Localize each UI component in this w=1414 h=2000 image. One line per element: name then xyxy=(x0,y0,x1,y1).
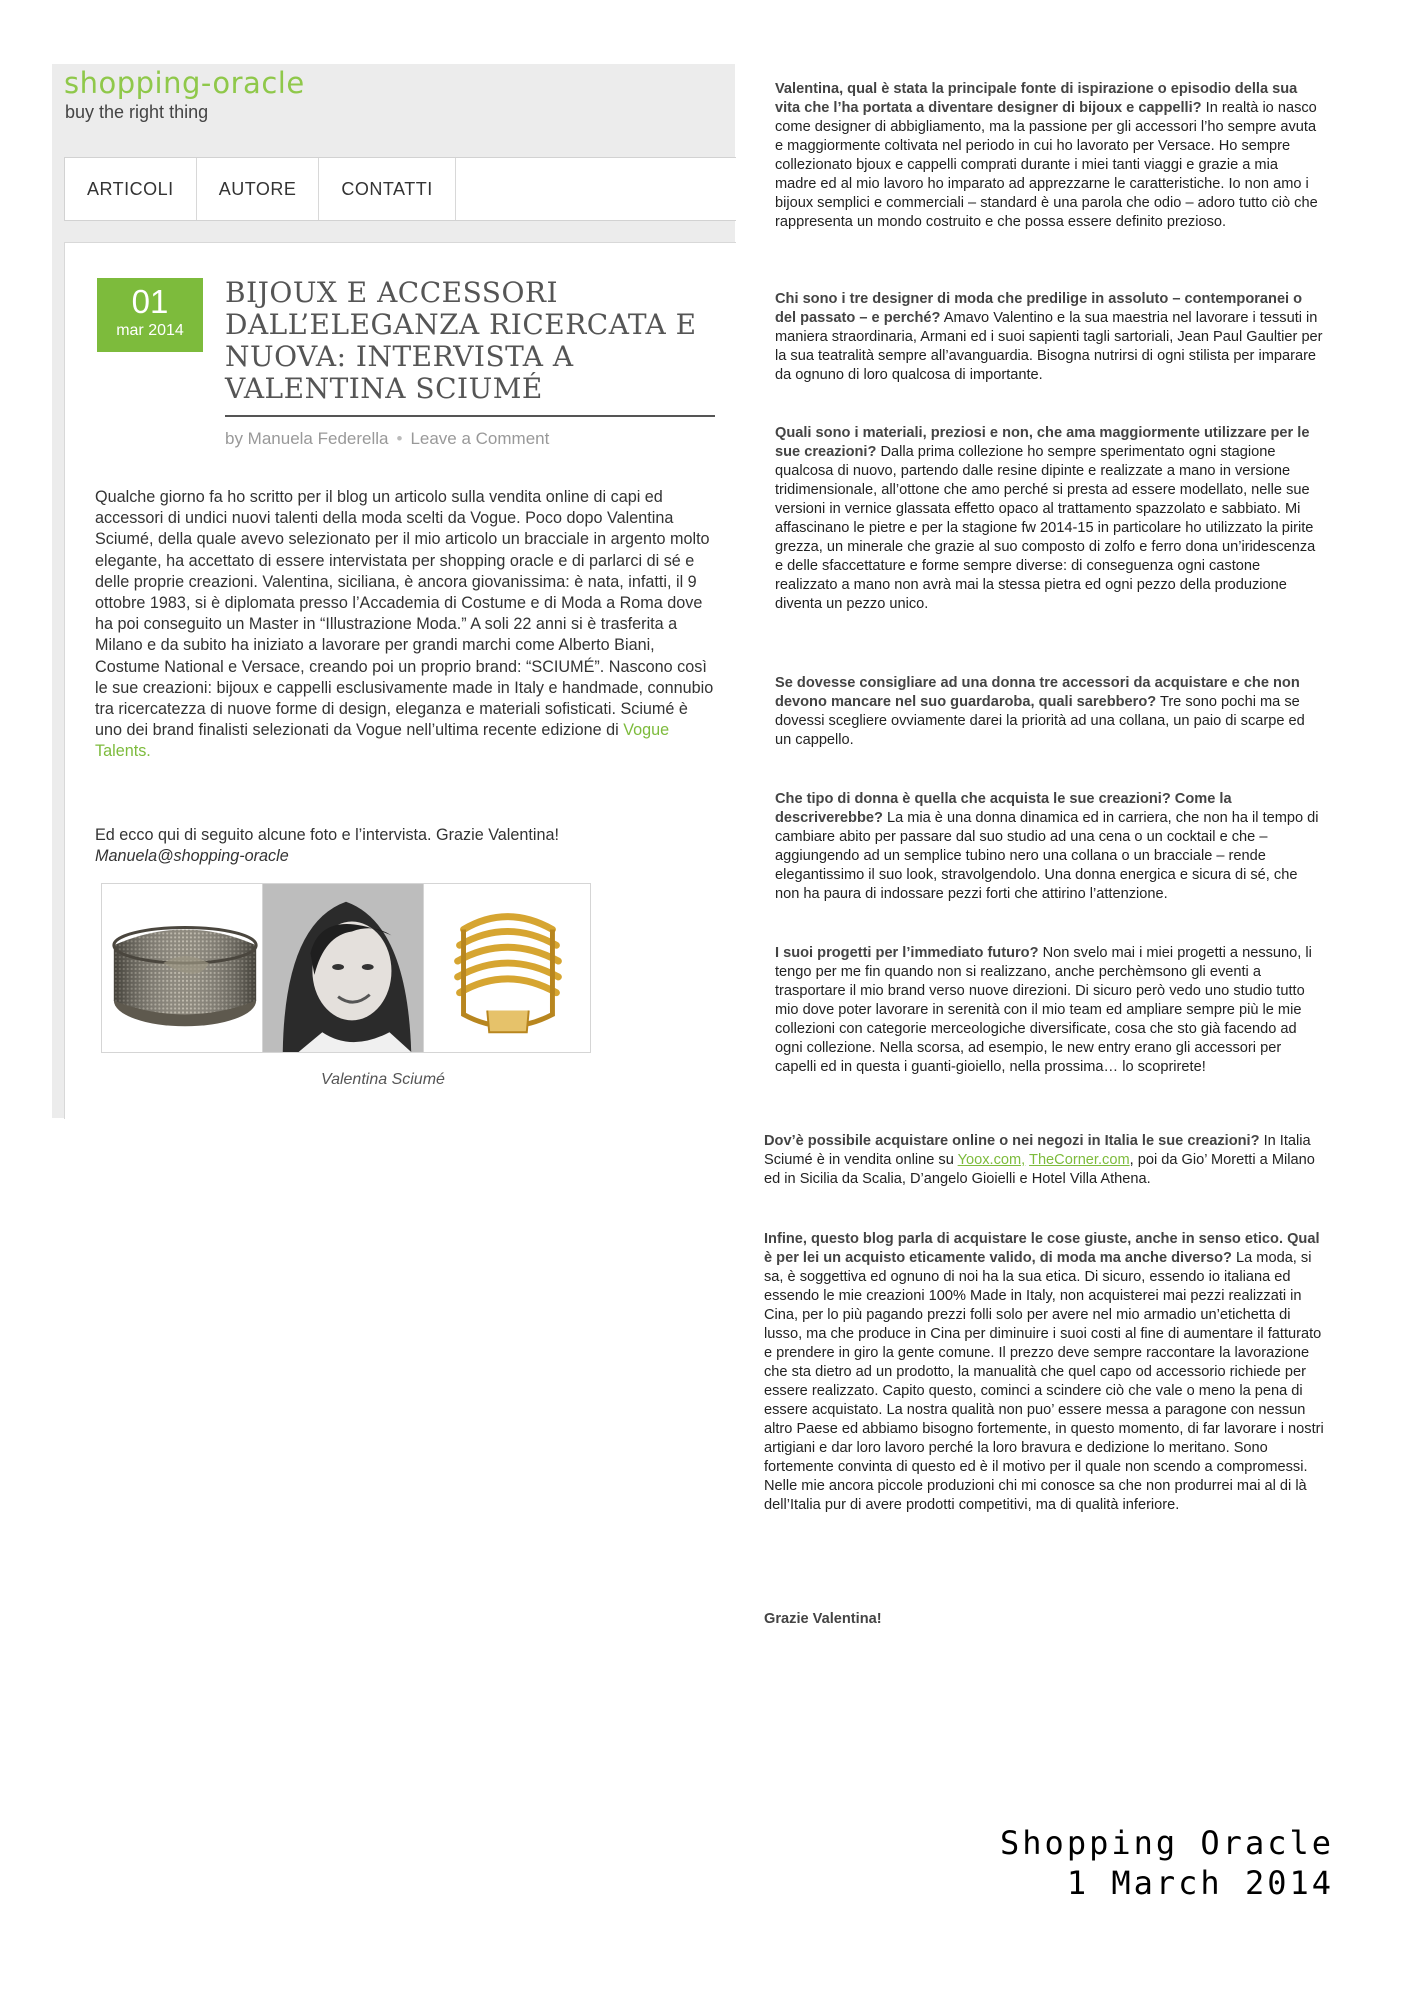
question-7: Dov’è possibile acquistare online o nei negozi in Italia le sue creazioni? xyxy=(764,1133,1260,1149)
intro-text: Qualche giorno fa ho scritto per il blog un articolo sulla vendita online di capi ed accessori di undici nuovi talenti della moda scelti da Vogue. Poco dopo Valentina Sciumé, della quale avevo selezionato per il mio articolo un bracciale in argento molto elegante, ha accettato di essere intervistata per shopping oracle e di parlarci di sé e delle proprie creazioni. Valentina, siciliana, è ancora giovanissima: è nata, infatti, il 9 ottobre 1983, si è diplomata presso l’Accademia di Costume e di Moda a Roma dove ha poi conseguito un Master in “Illustrazione Moda.” A soli 22 anni si è trasferita a Milano e da subito ha iniziato a lavorare per grandi marchi come Alberto Biani, Costume National e Versace, creando poi un proprio brand: “SCIUMÉ”. Nascono così le sue creazioni: bijoux e cappelli esclusivamente made in Italy e handmade, connubio tra ricercatezza di nuove forme di design, eleganza e materiali sofisticati. Sciumé è uno dei brand finalisti selezionati da Vogue nell’ultima recente edizione di xyxy=(95,488,714,740)
answer-3: Dalla prima collezione ho sempre sperimentato ogni stagione qualcosa di nuovo, partendo dalle resine dipinte e realizzate a mano in versione tridimensionale, all’ottone che amo perché si presta ad essere modellato, nelle sue versioni in vernice glassata effetto opaco al trattamento spazzolato e sabbiato. Mi affascinano le pietre e per la stagione fw 2014-15 in particolare ho utilizzato la pirite grezza, un minerale che grazie al suo composto di zolfo e ferro dona un’iridescenza e delle sfaccettature e forme sempre diverse: di conseguenza ogni castone realizzato a mano non avrà mai la stessa pietra ed ogni pezzo della produzione diventa un pezzo unico. xyxy=(775,444,1316,612)
answer-1: In realtà io nasco come designer di abbigliamento, ma la passione per gli accessori l’ho sempre avuta e maggiormente coltivata nel periodo in cui ho lavorato per Versace. Ho sempre collezionato bjoux e cappelli comprati durante i miei tanti viaggi e grazie a mia madre ed al mio lavoro ho imparato ad apprezzarne le caratteristiche. Io non amo i bijoux semplici e commerciali – standard è una parola che odio – adoro tutto ciò che rappresenta un mondo costruito e che possa essere definito prezioso. xyxy=(775,100,1318,230)
question-4: Se dovesse consigliare ad una donna tre accessori da acquistare e che non devono mancare nel suo guardaroba, quali sarebbero? xyxy=(775,675,1300,710)
answer-2: Amavo Valentino e la sua maestria nel lavorare i tessuti in maniera straordinaria, Armani ed i suoi sapienti tagli sartoriali, Jean Paul Gaultier per la sua teatralità sempre all’avanguardia. Bisogna nutrirsi di ogni stilista per imparare da ognuno di loro qualcosa di importante. xyxy=(775,310,1323,383)
qa-block-8 xyxy=(764,1230,1326,1515)
qa-block-1 xyxy=(775,80,1323,232)
qa-block-3 xyxy=(775,424,1323,614)
bracelet-image xyxy=(102,884,268,1052)
thecorner-link[interactable]: TheCorner.com xyxy=(1029,1152,1130,1168)
comment-link[interactable]: Leave a Comment xyxy=(410,429,550,448)
qa-block-5 xyxy=(775,790,1323,904)
closing-block xyxy=(764,1610,1326,1629)
main-nav xyxy=(64,157,736,221)
qa-block-6 xyxy=(775,944,1323,1077)
blog-screenshot xyxy=(52,64,735,1118)
qa-block-7 xyxy=(764,1132,1326,1189)
site-tagline: buy the right thing xyxy=(65,102,209,122)
question-8: Infine, questo blog parla di acquistare le cose giuste, anche in senso etico. Qual è per lei un acquisto eticamente valido, di moda ma anche diverso? xyxy=(764,1231,1320,1266)
portrait-image xyxy=(263,884,429,1052)
date-month: mar 2014 xyxy=(116,322,184,339)
answer-5: La mia è una donna dinamica ed in carriera, che non ha il tempo di cambiare abito per passare dal suo studio ad una cena o un cocktail e che – aggiungendo ad un semplice tubino nero una collana o un bracciale – rende elegantissimo il suo look, stravolgendolo. Una donna energica e sicura di sé, che non ha paura di indossare pezzi forti che attirino l’attenzione. xyxy=(775,810,1319,902)
answer-7-pre: In Italia Sciumé è in vendita online su xyxy=(764,1133,1311,1168)
footer-date: 1 March 2014 xyxy=(1066,1864,1334,1902)
question-1: Valentina, qual è stata la principale fonte di ispirazione o episodio della sua vita che l’ha portata a diventare designer di bijoux e cappelli? xyxy=(775,81,1298,116)
date-badge xyxy=(97,278,203,352)
intro-paragraph xyxy=(95,487,715,763)
bracelet-photo[interactable] xyxy=(101,883,269,1053)
question-5: Che tipo di donna è quella che acquista le sue creazioni? Come la descriverebbe? xyxy=(775,791,1232,826)
nav-contatti[interactable]: CONTATTI xyxy=(319,158,455,220)
question-2: Chi sono i tre designer di moda che predilige in assoluto – contemporanei o del passato – e perché? xyxy=(775,291,1303,326)
thanks-paragraph xyxy=(95,825,715,867)
qa-block-2 xyxy=(775,290,1323,385)
question-6: I suoi progetti per l’immediato futuro? xyxy=(775,945,1039,961)
byline-separator: • xyxy=(396,429,403,448)
post-title[interactable]: BIJOUX E ACCESSORI DALL’ELEGANZA RICERCATA E NUOVA: INTERVISTA A VALENTINA SCIUMÉ xyxy=(225,276,697,405)
answer-7-post: , poi da Gio’ Moretti a Milano ed in Sicilia da Scalia, D’angelo Gioielli e Hotel Villa Athena. xyxy=(764,1152,1315,1187)
question-3: Quali sono i materiali, preziosi e non, che ama maggiormente utilizzare per le sue creazioni? xyxy=(775,425,1310,460)
footer-source xyxy=(1000,1823,1334,1903)
portrait-photo[interactable] xyxy=(262,883,430,1053)
article xyxy=(64,242,736,1119)
answer-6: Non svelo mai i miei progetti a nessuno, li tengo per me fin quando non si realizzano, anche perchèmsono gli eventi a trasportare il mio brand verso nuove direzioni. Di sicuro però vedo uno studio tutto mio dove poter lavorare in serenità con il mio team ed ampliare sempre più le mie collezioni con categorie merceologiche diversificate, cosa che sto già facendo ad ogni collezione. Nella scorsa, ad esempio, le new entry erano gli accessori per capelli ed in questa i guanti-gioiello, nella prossima… lo scoprirete! xyxy=(775,945,1312,1075)
title-divider xyxy=(225,415,715,417)
byline xyxy=(225,429,549,449)
answer-4: Tre sono pochi ma se dovessi scegliere ovviamente darei la priorità ad una collana, un paio di scarpe ed un cappello. xyxy=(775,694,1305,748)
nav-autore[interactable]: AUTORE xyxy=(197,158,320,220)
gold-ring-image xyxy=(424,884,590,1052)
answer-8: La moda, si sa, è soggettiva ed ognuno di noi ha la sua etica. Di sicuro, essendo io italiana ed essendo le mie creazioni 100% Made in Italy, non acquisterei mai pezzi realizzati in Cina, per lo più pagando prezzi folli solo per avere nel mio armadio un’etichetta di lusso, ma che produce in Cina per diminuire i suoi costi al fine di aumentare il fatturato e prendere in giro la gente comune. Il prezzo deve sempre raccontare la lavorazione che sta dietro ad un prodotto, la manualità che quel capo od accessorio richiede per essere realizzato. Capito questo, cominci a scindere ciò che vale o meno la pena di essere acquistato. La nostra qualità non puo’ essere messa a paragone con nessun altro Paese ed abbiamo bisogno fortemente, in questo momento, di far lavorare i nostri artigiani e dar loro lavoro perché la loro bravura e dedizione lo meritano. Sono fortemente convinta di questo ed è il motivo per il quale non scendo a compromessi. Nelle mie ancora piccole produzioni chi mi conosce sa che non produrrei mai al di là dell’Italia pur di avere prodotti competitivi, ma di qualità inferiore. xyxy=(764,1250,1324,1513)
author-link[interactable]: by Manuela Federella xyxy=(225,429,389,448)
gold-ring-photo[interactable] xyxy=(423,883,591,1053)
thanks-text: Ed ecco qui di seguito alcune foto e l’intervista. Grazie Valentina! xyxy=(95,826,560,844)
photo-caption: Valentina Sciumé xyxy=(321,1071,445,1088)
nav-articoli[interactable]: ARTICOLI xyxy=(65,158,197,220)
closing-thanks: Grazie Valentina! xyxy=(764,1611,882,1627)
site-title[interactable]: shopping-oracle xyxy=(64,66,305,100)
vogue-talents-link[interactable]: Vogue Talents. xyxy=(95,721,670,761)
footer-publication: Shopping Oracle xyxy=(1000,1824,1334,1862)
signature: Manuela@shopping-oracle xyxy=(95,847,289,866)
date-day: 01 xyxy=(131,283,169,320)
yoox-link[interactable]: Yoox.com, xyxy=(957,1152,1026,1168)
qa-block-4 xyxy=(775,674,1323,750)
